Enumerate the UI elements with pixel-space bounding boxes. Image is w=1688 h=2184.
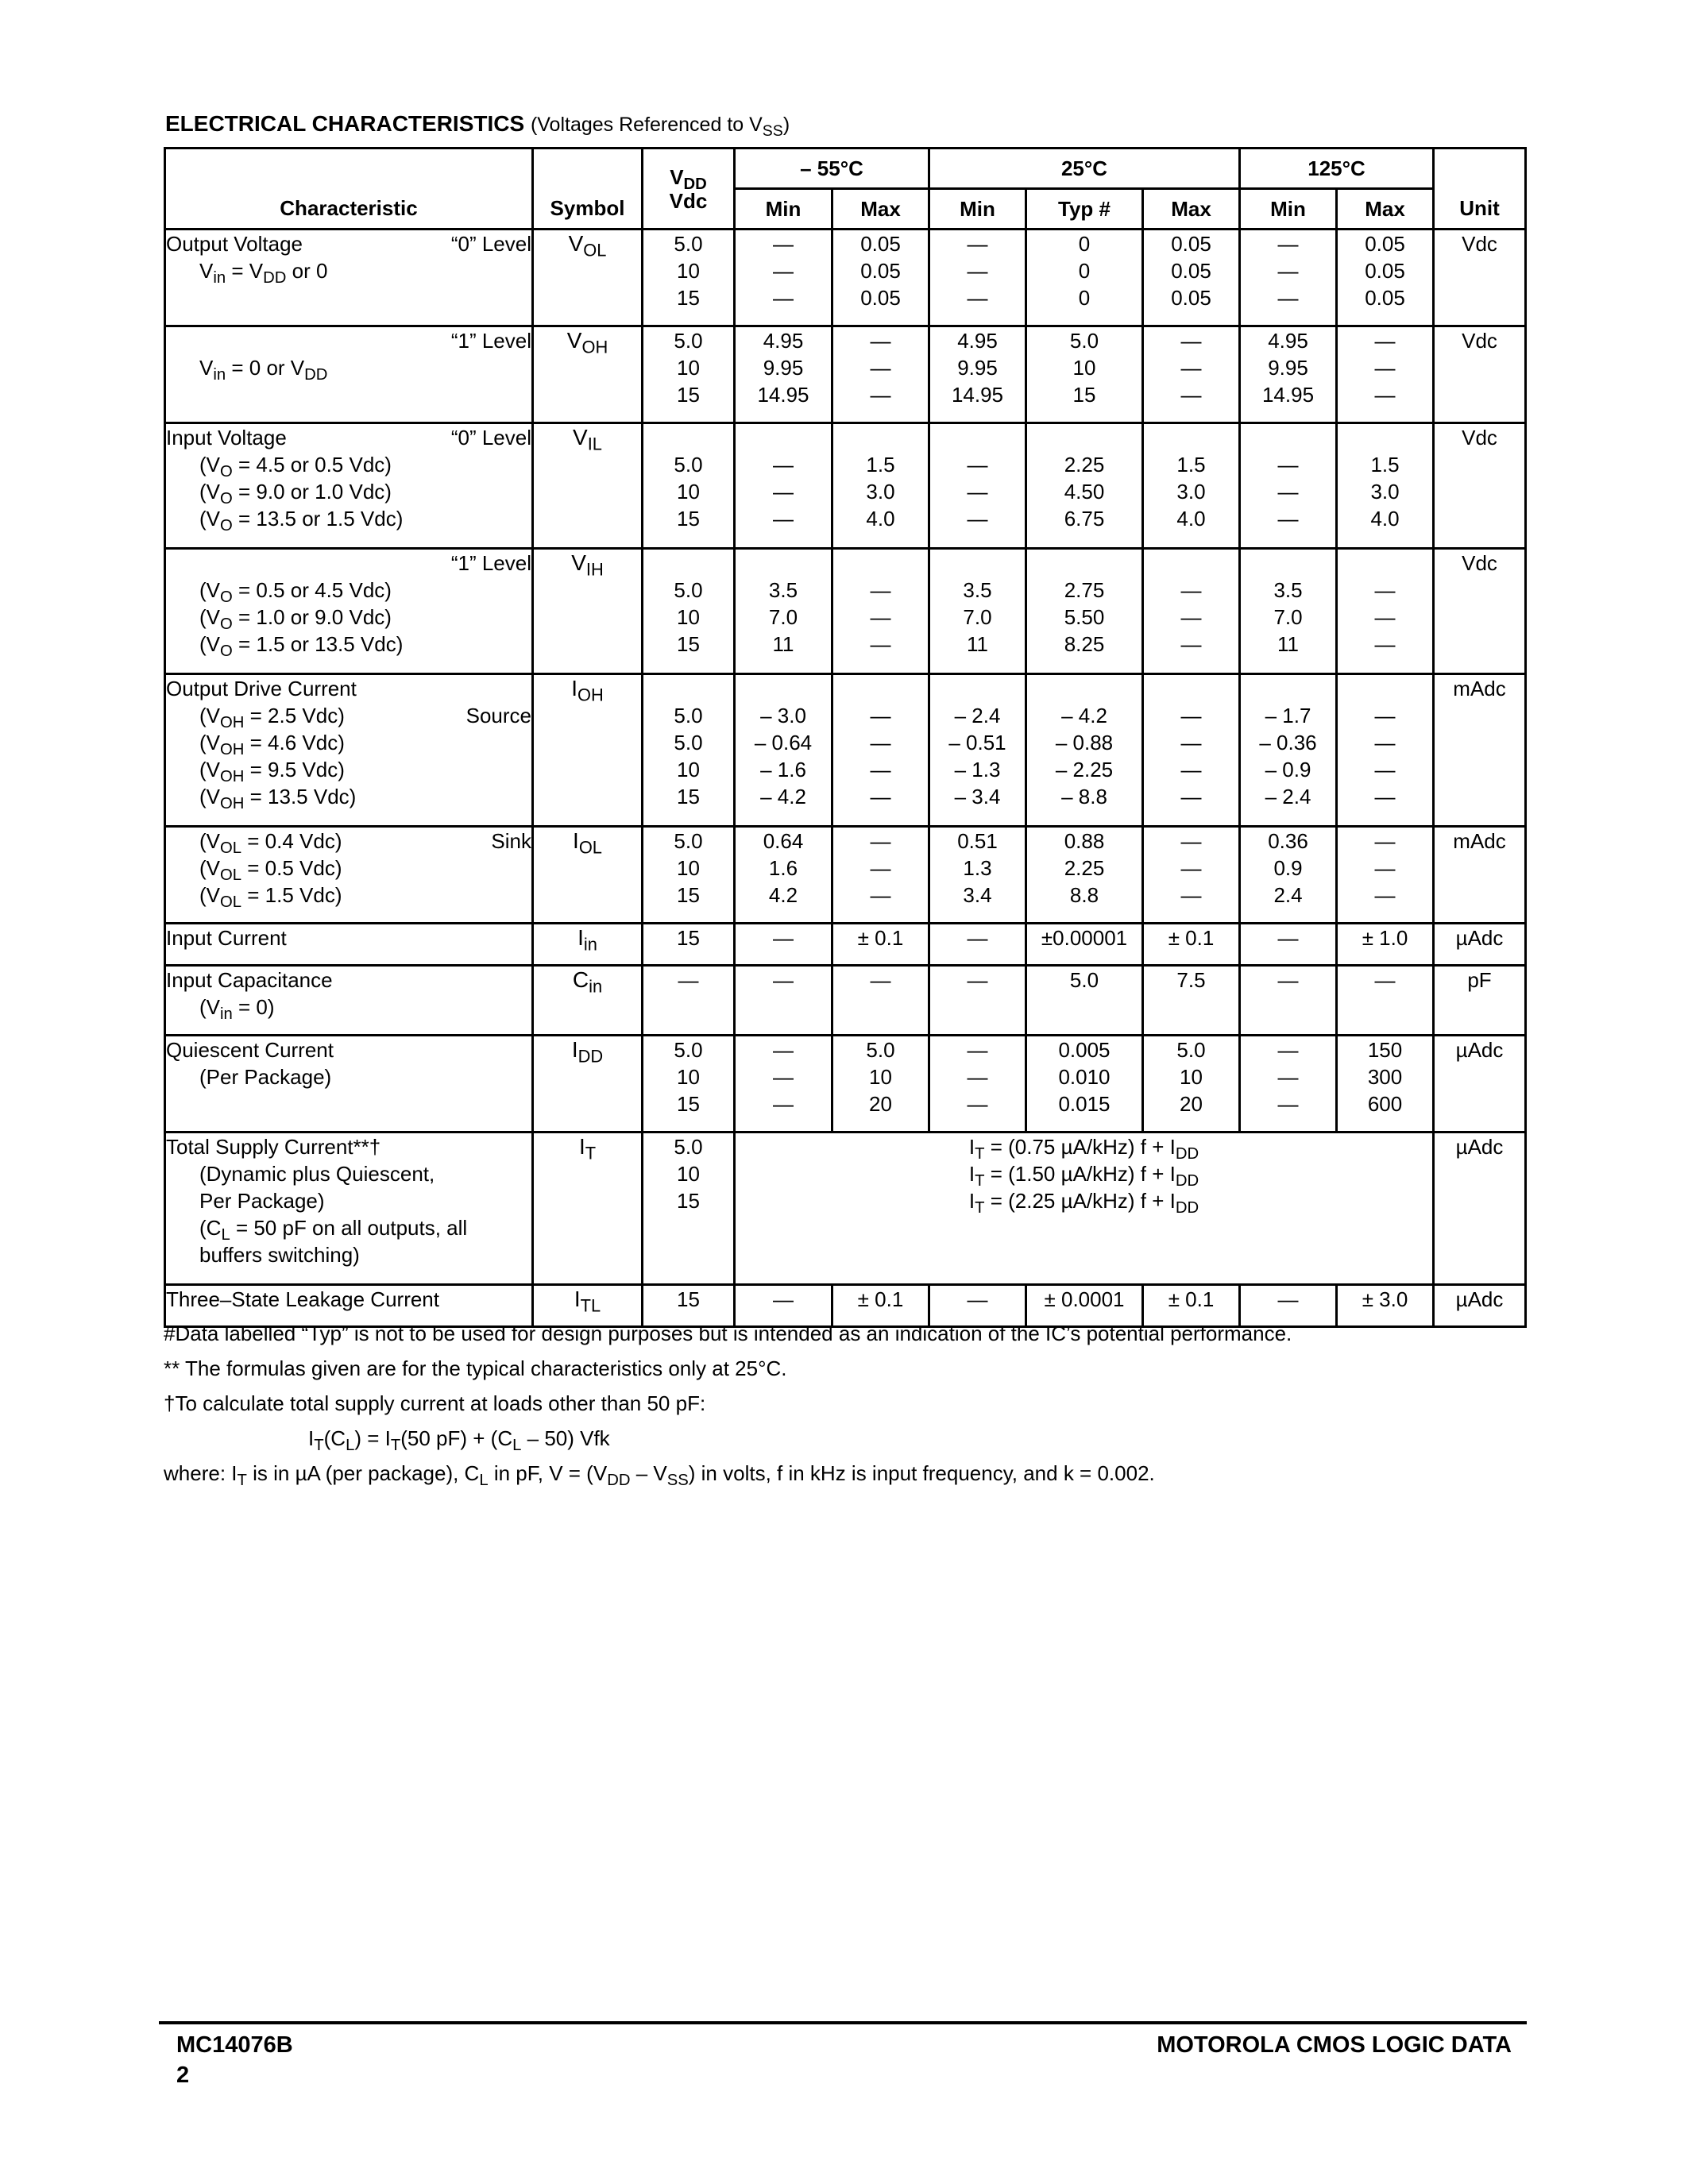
value-cell: — — — bbox=[832, 827, 929, 924]
value-cell: 5.0 10 15 bbox=[1026, 326, 1143, 423]
vdd-cell: 5.0 10 15 bbox=[643, 1036, 735, 1133]
value-cell: — — — bbox=[832, 549, 929, 674]
table-row-idd bbox=[165, 1036, 1526, 1133]
part-number: MC14076B bbox=[176, 2032, 293, 2058]
value-cell: – 2.4 – 0.51 – 1.3 – 3.4 bbox=[929, 674, 1026, 827]
symbol-cell: $I_{OL}$ bbox=[533, 827, 643, 924]
footnote-typ: #Data labelled “Typ” is not to be used for design purposes but is intended as an indication of the IC’s potential performance. bbox=[164, 1322, 1292, 1345]
symbol-cell: $V_{OH}$ bbox=[533, 326, 643, 423]
page-number: 2 bbox=[176, 2062, 190, 2088]
value-cell: 4.95 9.95 14.95 bbox=[1240, 326, 1337, 423]
value-cell: ± 0.1 bbox=[832, 1285, 929, 1327]
header-symbol: Symbol bbox=[533, 149, 643, 230]
value-cell: – 4.2 – 0.88 – 2.25 – 8.8 bbox=[1026, 674, 1143, 827]
vdd-cell: 5.0 10 15 bbox=[643, 827, 735, 924]
title-main: ELECTRICAL CHARACTERISTICS bbox=[165, 111, 525, 136]
header-max: Max bbox=[1143, 189, 1240, 230]
vdd-cell: 15 bbox=[643, 924, 735, 966]
value-cell: — bbox=[1240, 924, 1337, 966]
value-cell: 0.36 0.9 2.4 bbox=[1240, 827, 1337, 924]
value-cell: ± 0.0001 bbox=[1026, 1285, 1143, 1327]
value-cell: 0.88 2.25 8.8 bbox=[1026, 827, 1143, 924]
title-reference: (Voltages Referenced to $V_{SS}$) bbox=[530, 114, 790, 140]
value-cell: — — — bbox=[1337, 827, 1434, 924]
symbol-cell: $C_{in}$ bbox=[533, 966, 643, 1036]
unit-cell: µAdc bbox=[1434, 1036, 1526, 1133]
characteristic-cell: “1” Level $V_{in} = 0$ or $V_{DD}$ bbox=[165, 326, 533, 423]
value-cell: ± 1.0 bbox=[1337, 924, 1434, 966]
value-cell: 5.0 10 20 bbox=[1143, 1036, 1240, 1133]
value-cell: 3.5 7.0 11 bbox=[929, 549, 1026, 674]
vdd-cell: 5.0 10 15 bbox=[643, 423, 735, 549]
supply-current-equation: $I_T(C_L) = I_T(50$ $pF) + (C_L - 50)$ Vfk bbox=[308, 1426, 610, 1455]
value-cell: — — — bbox=[929, 1036, 1026, 1133]
header-temp-25: 25°C bbox=[929, 149, 1240, 189]
value-cell: — bbox=[929, 1285, 1026, 1327]
value-cell: — bbox=[929, 924, 1026, 966]
value-cell: — — — bbox=[929, 230, 1026, 326]
table-row-iol bbox=[165, 827, 1526, 924]
header-min: Min bbox=[929, 189, 1026, 230]
footnote-supply-current: †To calculate total supply current at loads other than 50 pF: bbox=[164, 1391, 706, 1415]
value-cell: 1.5 3.0 4.0 bbox=[1337, 423, 1434, 549]
unit-cell: Vdc bbox=[1434, 230, 1526, 326]
value-cell: 0.05 0.05 0.05 bbox=[1143, 230, 1240, 326]
value-cell: 1.5 3.0 4.0 bbox=[1143, 423, 1240, 549]
value-cell: ± 0.1 bbox=[1143, 924, 1240, 966]
value-cell: 3.5 7.0 11 bbox=[1240, 549, 1337, 674]
value-cell: — — — bbox=[1143, 326, 1240, 423]
header-typ: Typ # bbox=[1026, 189, 1143, 230]
value-cell: — — — bbox=[1337, 326, 1434, 423]
value-cell: 1.5 3.0 4.0 bbox=[832, 423, 929, 549]
value-cell: — bbox=[735, 1285, 832, 1327]
footer-left bbox=[176, 2030, 293, 2090]
header-min: Min bbox=[1240, 189, 1337, 230]
value-cell: — — — — bbox=[1143, 674, 1240, 827]
value-cell: — bbox=[735, 966, 832, 1036]
characteristic-cell: Three–State Leakage Current bbox=[165, 1285, 533, 1327]
value-cell: — — — bbox=[1240, 230, 1337, 326]
value-cell: — bbox=[1337, 966, 1434, 1036]
header-max: Max bbox=[1337, 189, 1434, 230]
table-row-ioh bbox=[165, 674, 1526, 827]
value-cell: ±0.00001 bbox=[1026, 924, 1143, 966]
table-row-voh bbox=[165, 326, 1526, 423]
value-cell: 0 0 0 bbox=[1026, 230, 1143, 326]
unit-cell: mAdc bbox=[1434, 827, 1526, 924]
table-row-it bbox=[165, 1133, 1526, 1285]
unit-cell: Vdc bbox=[1434, 549, 1526, 674]
value-cell: ± 0.1 bbox=[1143, 1285, 1240, 1327]
value-cell: 0.05 0.05 0.05 bbox=[1337, 230, 1434, 326]
header-row-1 bbox=[165, 149, 1526, 189]
value-cell: — — — bbox=[735, 1036, 832, 1133]
electrical-characteristics-table bbox=[164, 147, 1527, 1328]
value-cell: — bbox=[929, 966, 1026, 1036]
value-cell: — — — bbox=[832, 326, 929, 423]
footnotes bbox=[164, 1322, 1554, 1496]
header-min: Min bbox=[735, 189, 832, 230]
footer-divider bbox=[159, 2021, 1527, 2024]
table-row-vih bbox=[165, 549, 1526, 674]
symbol-cell: $I_{DD}$ bbox=[533, 1036, 643, 1133]
equation-legend: where: $I_T$ is in µA (per package), $C_L$ in pF, $V = (V_{DD} - V_{SS})$ in volts, f in kHz is input frequency, and k = 0.002. bbox=[164, 1461, 1155, 1490]
value-cell: — bbox=[1240, 1285, 1337, 1327]
value-cell: — — — — bbox=[832, 674, 929, 827]
symbol-cell: $I_T$ bbox=[533, 1133, 643, 1285]
unit-cell: pF bbox=[1434, 966, 1526, 1036]
characteristic-cell: Quiescent Current (Per Package) bbox=[165, 1036, 533, 1133]
header-unit: Unit bbox=[1434, 149, 1526, 230]
vdd-cell: 5.0 5.0 10 15 bbox=[643, 674, 735, 827]
value-cell: — — — bbox=[1143, 827, 1240, 924]
table-row-cin bbox=[165, 966, 1526, 1036]
header-temp-minus55: – 55°C bbox=[735, 149, 929, 189]
value-cell: 0.51 1.3 3.4 bbox=[929, 827, 1026, 924]
symbol-cell: $V_{IL}$ bbox=[533, 423, 643, 549]
table-row-vil bbox=[165, 423, 1526, 549]
table-row-itl bbox=[165, 1285, 1526, 1327]
header-max: Max bbox=[832, 189, 929, 230]
value-cell: 5.0 bbox=[1026, 966, 1143, 1036]
unit-cell: µAdc bbox=[1434, 1133, 1526, 1285]
value-cell: 0.005 0.010 0.015 bbox=[1026, 1036, 1143, 1133]
value-cell: — bbox=[1240, 966, 1337, 1036]
value-cell: 4.95 9.95 14.95 bbox=[929, 326, 1026, 423]
characteristic-cell: Input Voltage “0” Level ($V_O = 4.5$ or 0.5 Vdc) ($V_O = 9.0$ or 1.0 Vdc) ($V_O = 13.5$ or 1.5 Vdc) bbox=[165, 423, 533, 549]
unit-cell: Vdc bbox=[1434, 423, 1526, 549]
characteristic-cell: Output Voltage “0” Level $V_{in} = V_{DD}$ or 0 bbox=[165, 230, 533, 326]
value-cell: ± 3.0 bbox=[1337, 1285, 1434, 1327]
vdd-cell: 5.0 10 15 bbox=[643, 230, 735, 326]
symbol-cell: $I_{in}$ bbox=[533, 924, 643, 966]
vdd-cell: 5.0 10 15 bbox=[643, 1133, 735, 1285]
symbol-cell: $V_{OL}$ bbox=[533, 230, 643, 326]
value-cell: 3.5 7.0 11 bbox=[735, 549, 832, 674]
value-cell: — — — bbox=[1143, 549, 1240, 674]
value-cell: — — — — bbox=[1337, 674, 1434, 827]
value-cell: 2.25 4.50 6.75 bbox=[1026, 423, 1143, 549]
value-cell: — — — bbox=[1337, 549, 1434, 674]
value-cell: — — — bbox=[1240, 1036, 1337, 1133]
characteristic-cell: Input Capacitance $(V_{in} = 0)$ bbox=[165, 966, 533, 1036]
unit-cell: mAdc bbox=[1434, 674, 1526, 827]
characteristic-cell: “1” Level ($V_O = 0.5$ or 4.5 Vdc) ($V_O = 1.0$ or 9.0 Vdc) ($V_O = 1.5$ or 13.5 Vdc) bbox=[165, 549, 533, 674]
table-title bbox=[165, 111, 790, 140]
symbol-cell: $I_{TL}$ bbox=[533, 1285, 643, 1327]
header-characteristic: Characteristic bbox=[165, 149, 533, 230]
value-cell: 5.0 10 20 bbox=[832, 1036, 929, 1133]
value-cell: ± 0.1 bbox=[832, 924, 929, 966]
value-cell: — — — bbox=[735, 230, 832, 326]
value-cell: 7.5 bbox=[1143, 966, 1240, 1036]
symbol-cell: $I_{OH}$ bbox=[533, 674, 643, 827]
value-cell: — — — bbox=[929, 423, 1026, 549]
value-cell: 4.95 9.95 14.95 bbox=[735, 326, 832, 423]
characteristic-cell: Input Current bbox=[165, 924, 533, 966]
value-cell: 0.64 1.6 4.2 bbox=[735, 827, 832, 924]
symbol-cell: $V_{IH}$ bbox=[533, 549, 643, 674]
value-cell: 150 300 600 bbox=[1337, 1036, 1434, 1133]
value-cell: 2.75 5.50 8.25 bbox=[1026, 549, 1143, 674]
value-cell: – 1.7 – 0.36 – 0.9 – 2.4 bbox=[1240, 674, 1337, 827]
characteristic-cell: Output Drive Current ($V_{OH} = 2.5$ Vdc) Source ($V_{OH} = 4.6$ Vdc) ($V_{OH} = 9.5$ Vdc) ($V_{OH} = 13.5$ Vdc) bbox=[165, 674, 533, 827]
characteristic-cell: ($V_{OL} = 0.4$ Vdc) Sink ($V_{OL} = 0.5$ Vdc) ($V_{OL} = 1.5$ Vdc) bbox=[165, 827, 533, 924]
unit-cell: µAdc bbox=[1434, 924, 1526, 966]
header-vdd: $V_{DD}$ Vdc bbox=[643, 149, 735, 230]
value-cell: — — — bbox=[735, 423, 832, 549]
value-cell: 0.05 0.05 0.05 bbox=[832, 230, 929, 326]
characteristic-cell: Total Supply Current**† (Dynamic plus Quiescent, Per Package) ($C_L = 50$ pF on all outputs, all buffers switching) bbox=[165, 1133, 533, 1285]
header-temp-125: 125°C bbox=[1240, 149, 1434, 189]
value-cell: — bbox=[832, 966, 929, 1036]
table-row-vol bbox=[165, 230, 1526, 326]
vdd-cell: — bbox=[643, 966, 735, 1036]
value-cell: – 3.0 – 0.64 – 1.6 – 4.2 bbox=[735, 674, 832, 827]
unit-cell: Vdc bbox=[1434, 326, 1526, 423]
value-cell: — bbox=[735, 924, 832, 966]
footnote-formulas: ** The formulas given are for the typical characteristics only at 25°C. bbox=[164, 1356, 787, 1380]
footer-brand: MOTOROLA CMOS LOGIC DATA bbox=[1157, 2032, 1512, 2058]
value-cell: — — — bbox=[1240, 423, 1337, 549]
vdd-cell: 5.0 10 15 bbox=[643, 549, 735, 674]
unit-cell: µAdc bbox=[1434, 1285, 1526, 1327]
formula-cell: $I_T = (0.75$ µA/kHz) $f + I_{DD}$ $I_T = (1.50$ µA/kHz) $f + I_{DD}$ $I_T = (2.25$ µA/kHz) $f + I_{DD}$ bbox=[735, 1133, 1434, 1285]
table-row-iin bbox=[165, 924, 1526, 966]
vdd-cell: 15 bbox=[643, 1285, 735, 1327]
vdd-cell: 5.0 10 15 bbox=[643, 326, 735, 423]
